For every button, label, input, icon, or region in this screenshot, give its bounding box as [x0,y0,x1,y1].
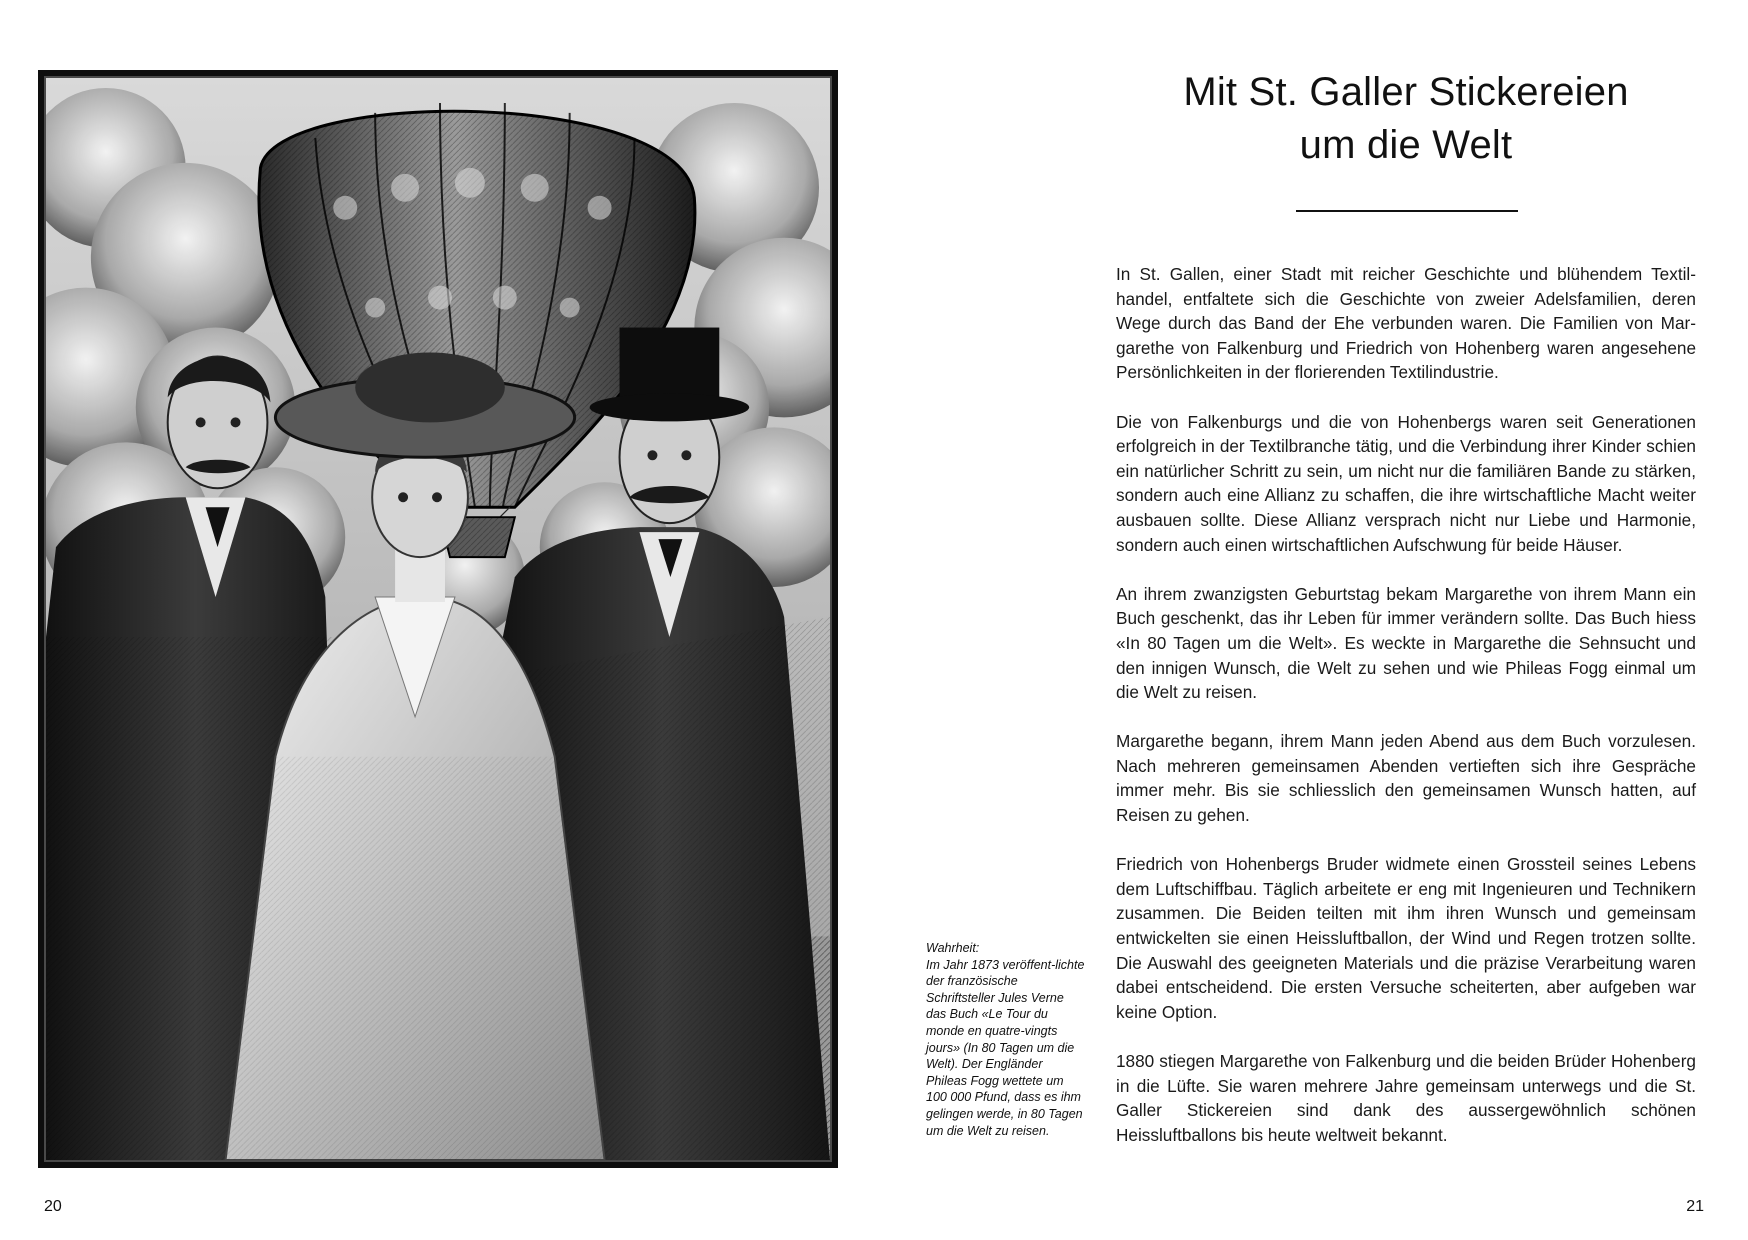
body-text [1116,262,1696,1172]
caption-text: Im Jahr 1873 veröffent-lichte der französische Schriftsteller Jules Verne das Buch «Le Tour du monde en quatre-vingts jours» (In 80 Tagen um die Welt). Der Engländer Phileas Fogg wettete um 100 000 Pfund, dass es ihm gelingen werde, in 80 Tagen um die Welt zu reisen. [926,957,1085,1138]
side-caption [926,940,1086,1139]
illustration-svg [46,78,830,1160]
paragraph: Friedrich von Hohenbergs Bruder widmete einen Grossteil seines Lebens dem Luftschiffbau. Täglich arbeitete er eng mit Ingenieuren und Technikern zusammen. Die Beiden teilten mit ihm ihren Wunsch und gemeinsam entwickelten sie einen Heissluftballon, der Wind und Regen trotzen sollte. Die Auswahl des geeigneten Materials und die präzise Verarbeitung waren dabei entscheidend. Die ersten Versuche scheiterten, aber aufgeben war keine Option. [1116,854,1696,1022]
paragraph: 1880 stiegen Margarethe von Falkenburg und die beiden Brüder Hohenberg in die Lüfte. Sie waren mehrere Jahre gemeinsam unterwegs und die St. Galler Stickereien sind dank des aussergewöhnlich schönen Heissluftballons bis heute weltweit bekannt. [1116,1051,1696,1145]
illustration-frame [38,70,838,1168]
title-line-1: Mit St. Galler Stickereien [1183,70,1629,114]
page-number-left: 20 [44,1198,62,1215]
title-divider [1296,210,1518,212]
caption-label: Wahrheit: [926,941,980,955]
illustration [44,76,832,1162]
page-title [1116,66,1696,172]
title-line-2: um die Welt [1299,123,1513,167]
paragraph: In St. Gallen, einer Stadt mit reicher Geschichte und blühendem Textilhandel, entfaltete sich die Geschichte von zweier Adelsfamilien, deren Wege durch das Band der Ehe verbunden waren. Die Familien von Margarethe von Falkenburg und Friedrich von Hohenberg waren angesehene Persönlichkeiten in der florierenden Textilindustrie. [1116,264,1696,383]
page-number-right: 21 [1686,1198,1704,1215]
paragraph: An ihrem zwanzigsten Geburtstag bekam Margarethe von ihrem Mann ein Buch geschenkt, das ihr Leben für immer verändern sollte. Das Buch hiess «In 80 Tagen um die Welt». Es weckte in Margarethe die Sehnsucht und den innigen Wunsch, die Welt zu sehen und wie Phileas Fogg einmal um die Welt zu reisen. [1116,583,1696,703]
paragraph: Margarethe begann, ihrem Mann jeden Abend aus dem Buch vorzulesen. Nach mehreren gemeinsamen Abenden vertieften sich ihre Gespräche immer mehr. Bis sie schliesslich den gemeinsamen Wunsch hatten, auf Reisen zu gehen. [1116,731,1696,826]
paragraph: Die von Falkenburgs und die von Hohenbergs waren seit Generationen erfolgreich in der Textilbranche tätig, und die Verbindung ihrer Kinder schien ein natürlicher Schritt zu sein, um nicht nur die familiären Bande zu stärken, sondern auch eine Allianz zu schaffen, die ihre wirtschaftliche Macht weiter ausbauen sollte. Diese Allianz versprach nicht nur Liebe und Harmonie, sondern auch einen wirtschaftlichen Aufschwung für beide Häuser. [1116,411,1696,555]
